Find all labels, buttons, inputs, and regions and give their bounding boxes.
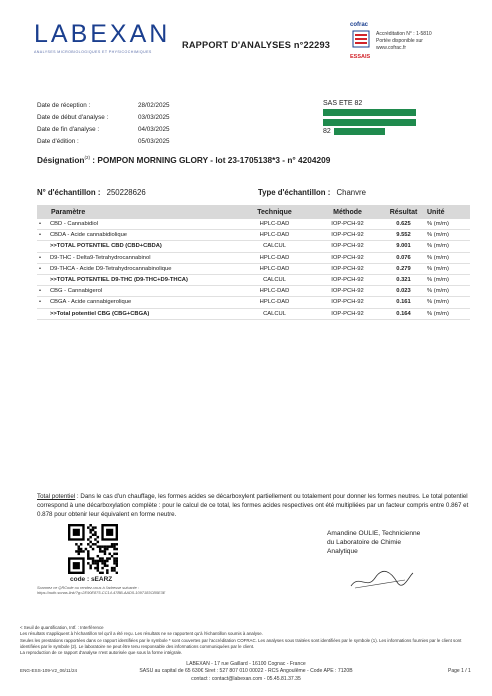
verification-qr-code[interactable] [68,524,118,574]
method-cell: IOP-PCH-92 [315,219,380,230]
col-header-parametre: Paramètre [37,205,234,219]
date-label: Date d'édition : [37,138,79,145]
unit-cell: % (m/m) [427,274,470,285]
client-company: SAS ETE 82 [323,100,363,107]
date-label: Date de réception : [37,102,91,109]
page-number: Page 1 / 1 [448,668,471,674]
parameter-name: D9-THC - Delta9-Tetrahydrocannabinol [50,254,151,261]
bullet-icon: • [39,232,42,239]
date-label: Date de début d'analyse : [37,114,109,121]
client-code: 82 [323,128,331,135]
unit-cell: % (m/m) [427,263,470,274]
cofrac-logo [350,22,372,62]
redacted-bar [323,109,416,116]
logo-subtitle: ANALYSES MICROBIOLOGIQUES ET PHYSICOCHIMIQUES [34,50,152,54]
table-row-total [37,308,470,319]
result-cell: 0.164 [380,308,427,319]
parameter-name: D9-THCA - Acide D9-Tetrahydrocannabinolique [50,265,172,272]
accreditation-line: Accréditation N° : 1-5810 [376,31,432,37]
table-row [37,252,470,263]
technique-cell: HPLC-DAD [234,252,315,263]
accreditation-line: Portée disponible sur [376,38,423,44]
method-cell: IOP-PCH-92 [315,241,380,252]
signatory-line: Amandine OULIE, Technicienne [327,530,421,537]
sample-number-value: 250228626 [106,188,146,197]
footnotes [20,625,476,656]
table-row [37,263,470,274]
date-value: 28/02/2025 [138,102,170,109]
technique-cell: HPLC-DAD [234,297,315,308]
date-value: 04/03/2025 [138,126,170,133]
method-cell: IOP-PCH-92 [315,297,380,308]
company-footer [120,661,372,683]
result-cell: 0.161 [380,297,427,308]
report-title: RAPPORT D'ANALYSES n°22293 [182,40,331,50]
dates-block [37,100,170,148]
parameter-name: CBD - Cannabidiol [50,221,99,228]
table-row [37,219,470,230]
table-row-total [37,274,470,285]
parameter-cell [37,297,234,308]
table-header-row [37,205,470,219]
method-cell: IOP-PCH-92 [315,263,380,274]
sample-type-value: Chanvre [336,188,366,197]
footnote-line: Les résultats s'appliquent à l'échantillon tel qu'il a été reçu. Les résultats ne se rapportent qu'à l'échantillon soumis à analyse. [20,631,263,637]
bullet-icon: • [39,221,42,228]
result-cell: 0.279 [380,263,427,274]
table-row [37,230,470,241]
bullet-icon: • [39,288,42,295]
total-potentiel-definition [37,492,471,519]
cofrac-essais: ESSAIS [350,54,371,60]
footnote-line: Seules les prestations rapportées dans ce rapport identifiées par le symbole * sont couvertes par l'accréditation COFRAC. Les analyses sous traitées sont identifiées par le symbole (1). Les informations fournies par le client sont identifiées par le symbole (2). Le laboratoire ne peut être tenu responsable des informations communiquées par le client. [20,637,462,649]
qr-code-icon [68,524,118,574]
result-cell: 0.321 [380,274,427,285]
parameter-name: CBDA - Acide cannabidiolique [50,232,128,239]
technique-cell: HPLC-DAD [234,286,315,297]
redacted-bar [323,119,416,126]
parameter-cell [37,252,234,263]
qr-note: Scannez ce QRCode ou rendez-vous à l'adresse suivante : https://auth.sonas.link/?g=2E90E875-CC14-47BB-AAD5-1097183CB5E3E [37,585,166,595]
designation-label: Désignation [37,155,85,165]
parameter-cell [37,263,234,274]
signatory-line: du Laboratoire de Chimie [327,539,402,546]
signatory-line: Analytique [327,548,358,555]
result-cell: 9.552 [380,230,427,241]
technique-cell: HPLC-DAD [234,230,315,241]
footer-line: LABEXAN - 17 rue Gaillard - 16100 Cognac - France [186,661,306,667]
logo-text: LABEXAN [34,20,171,48]
result-cell: 9.001 [380,241,427,252]
cofrac-emblem-icon [350,29,372,49]
accreditation-line: www.cofrac.fr [376,45,407,51]
method-cell: IOP-PCH-92 [315,230,380,241]
client-code-row [323,128,416,135]
parameter-cell: >>Total potentiel CBG (CBG+CBGA) [37,308,234,319]
unit-cell: % (m/m) [427,230,470,241]
parameter-cell: >>TOTAL POTENTIEL D9-THC (D9-THC+D9-THCA) [37,274,234,285]
footnote-line: La reproduction de ce rapport d'analyse n'est autorisée que sous la forme intégrale. [20,650,183,656]
date-row [37,112,170,124]
col-header-resultat: Résultat [380,205,427,219]
parameter-cell [37,230,234,241]
unit-cell: % (m/m) [427,286,470,297]
date-row [37,100,170,112]
parameter-cell: >>TOTAL POTENTIEL CBD (CBD+CBDA) [37,241,234,252]
technique-cell: HPLC-DAD [234,219,315,230]
unit-cell: % (m/m) [427,252,470,263]
col-header-unite: Unité [427,205,470,219]
qr-code-label: code : sEARZ [70,576,113,583]
sample-number-label: N° d'échantillon : [37,188,101,197]
redacted-bar [334,128,385,135]
unit-cell: % (m/m) [427,219,470,230]
date-value: 03/03/2025 [138,114,170,121]
definition-text: : Dans le cas d'un chauffage, les formes acides se décarboxylent partiellement ou totalement pour donner les formes neutres. Le total potentiel correspond à une décarboxylation complète : pour le calcul de ce total, les formes acides respectives ont été multipliées par un facteur compris entre 0.867 et 0.878 pour obtenir leur équivalent en forme neutre. [37,493,469,518]
accreditation-info [376,31,432,52]
bullet-icon: • [39,299,42,306]
client-block [323,98,416,135]
cofrac-brand: cofrac [350,22,369,28]
method-cell: IOP-PCH-92 [315,286,380,297]
bullet-icon: • [39,265,42,272]
method-cell: IOP-PCH-92 [315,308,380,319]
unit-cell: % (m/m) [427,308,470,319]
col-header-technique: Technique [234,205,315,219]
parameter-name: CBG - Cannabigerol [50,288,103,295]
unit-cell: % (m/m) [427,297,470,308]
date-value: 05/03/2025 [138,138,170,145]
table-row-total [37,241,470,252]
method-cell: IOP-PCH-92 [315,252,380,263]
table-row [37,286,470,297]
result-cell: 0.076 [380,252,427,263]
technique-cell: CALCUL [234,274,315,285]
date-label: Date de fin d'analyse : [37,126,100,133]
technique-cell: CALCUL [234,241,315,252]
table-row [37,297,470,308]
document-reference: ENG-ESS-109-V2_06/11/24 [20,668,78,673]
result-cell: 0.023 [380,286,427,297]
parameter-cell [37,286,234,297]
footer-line: contact : contact@labexan.com - 05.45.81.37.35 [191,675,301,682]
footer-line: SASU au capital de 65 630€ Siret : 527 807 010 00022 - RCS Angoulême - Code APE : 7120B [139,668,353,675]
technique-cell: HPLC-DAD [234,263,315,274]
bullet-icon: • [39,254,42,261]
date-row [37,124,170,136]
sample-type [258,188,366,197]
signatory-block [327,529,420,597]
col-header-methode: Méthode [315,205,380,219]
result-cell: 0.625 [380,219,427,230]
technique-cell: CALCUL [234,308,315,319]
designation-value: POMPON MORNING GLORY - lot 23-1705138*3 - n° 4204209 [97,155,331,165]
signature-image [345,564,415,594]
unit-cell: % (m/m) [427,241,470,252]
designation-superscript: (2) [84,155,90,161]
footnote-line: < Seuil de quantification, Intf. : Interférence [20,625,104,630]
sample-number [37,188,146,197]
definition-term: Total potentiel [37,493,76,500]
parameter-cell [37,219,234,230]
method-cell: IOP-PCH-92 [315,274,380,285]
parameter-name: CBGA - Acide cannabigerolique [50,299,132,306]
date-row [37,136,170,148]
designation-line [37,155,330,165]
designation-colon: : [89,155,98,165]
sample-type-label: Type d'échantillon : [258,188,331,197]
labexan-logo [34,20,171,60]
results-table [37,205,470,320]
